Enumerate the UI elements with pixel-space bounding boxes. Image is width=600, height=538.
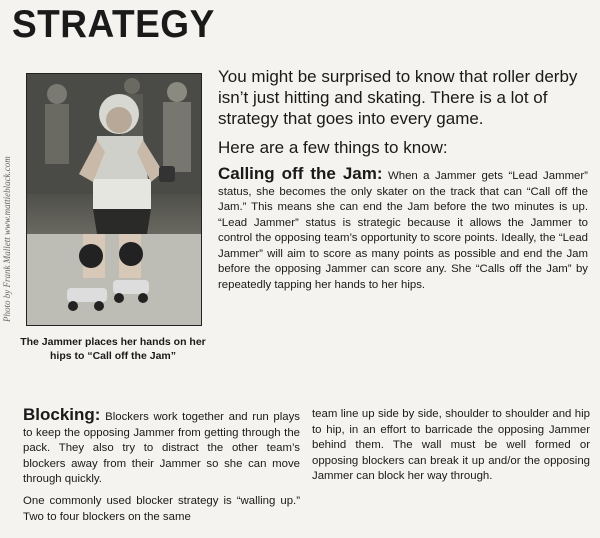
photo-credit: Photo by Frank Mallett www.mattieblack.com — [2, 156, 12, 322]
blocking-column-two: team line up side by side, shoulder to shoulder and hip to hip, in an effort to barricade the opposing Jammer behind them. The wall must be well formed or opposing blockers can break it up and/or the opposing Jammer can block her way through. — [312, 408, 590, 482]
jammer-illustration — [27, 74, 202, 326]
calling-off-heading: Calling off the Jam: — [218, 164, 383, 183]
calling-off-section — [218, 166, 588, 293]
intro-paragraph: You might be surprised to know that roller derby isn’t just hitting and skating. There is a lot of strategy that goes into every game. — [218, 67, 578, 128]
blocking-walling-paragraph: One commonly used blocker strategy is “walling up.” Two to four blockers on the same — [23, 495, 300, 523]
jammer-photo — [26, 73, 202, 326]
page-title: STRATEGY — [12, 3, 215, 46]
blocking-section — [23, 407, 300, 488]
calling-off-body: When a Jammer gets “Lead Jammer” status, she becomes the only skater on the track that can “Call off the Jam.” This means she can end the Jam before the two minutes is up. “Lead Jammer” status is strategic because it allows the Jammer to control the opposing team’s opportunity to score points. Ideally, the “Lead Jammer” will aim to score as many points as possible and end the Jam before the opposing Jammer can score any. She “Calls off the Jam” by repeatedly tapping her hands to her hips. — [218, 170, 588, 291]
blocking-body: Blockers work together and run plays to keep the opposing Jammer from getting through the pack. They also try to distract the other team’s blockers away from their Jammer so she can move through quickly. — [23, 411, 301, 485]
intro-lead: Here are a few things to know: — [218, 138, 448, 157]
blocking-heading: Blocking: — [23, 405, 101, 424]
photo-caption: The Jammer places her hands on her hips to “Call off the Jam” — [20, 336, 206, 362]
